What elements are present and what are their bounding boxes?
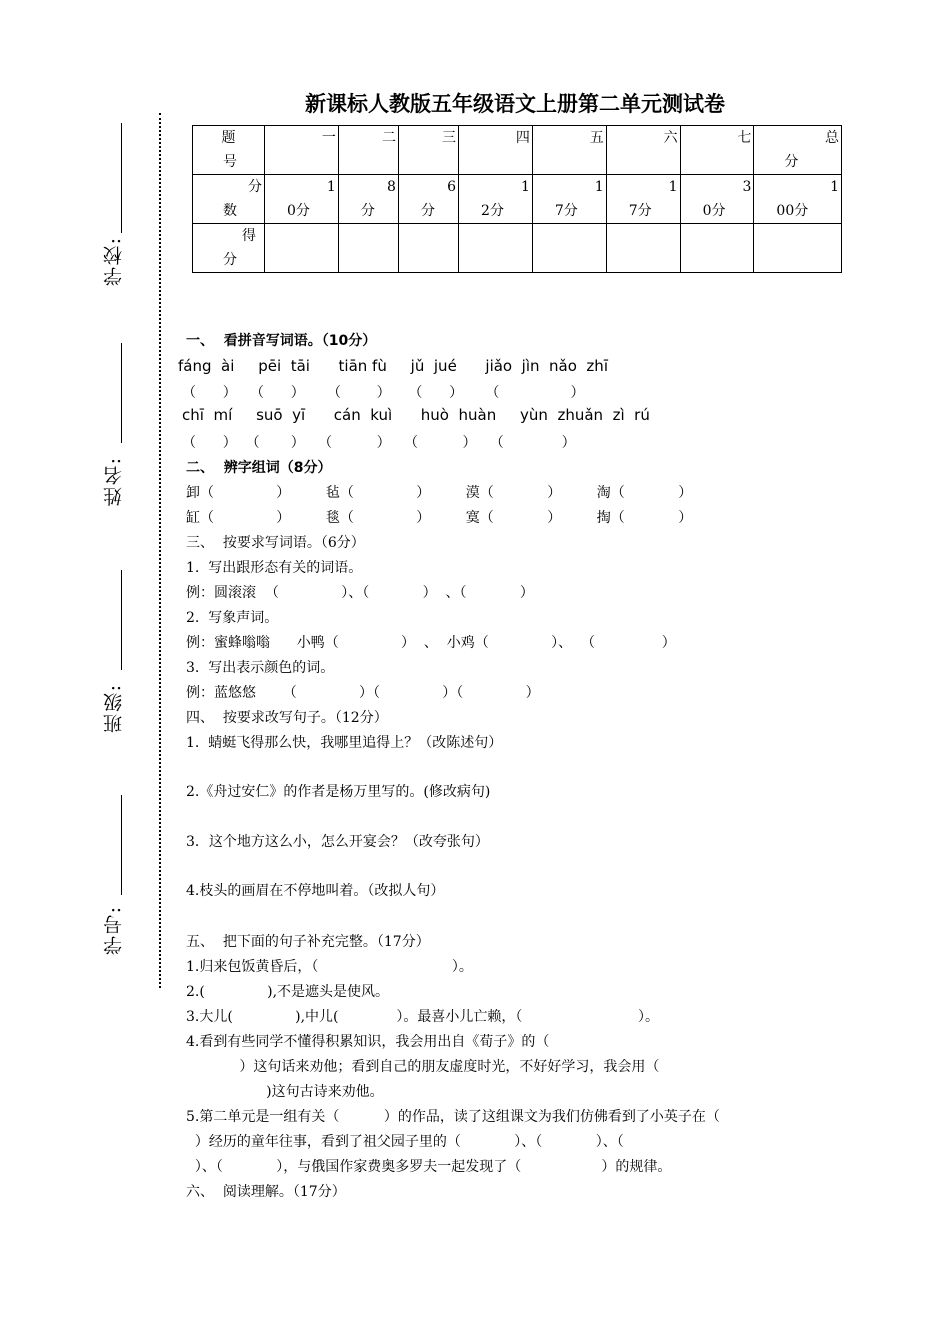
s3-q1: 1. 写出跟形态有关的词语。: [186, 560, 363, 576]
binding-dotted-line: [159, 113, 161, 988]
s3-q2: 2. 写象声词。: [186, 610, 279, 626]
blank-row-1[interactable]: （ ） （ ） （ ） （ ） （ ）: [182, 385, 585, 401]
section4-heading: 四、 按要求改写句子。（12分）: [186, 710, 388, 726]
s4-q4: 4.枝头的画眉在不停地叫着。（改拟人句）: [186, 883, 445, 899]
s5-q4-line1[interactable]: 4.看到有些同学不懂得积累知识，我会用出自《荀子》的（: [186, 1034, 550, 1050]
s5-q4-line2[interactable]: ）这句话来劝他；看到自己的朋友虚度时光，不好好学习，我会用（: [186, 1059, 660, 1075]
section2-heading: 二、 辨字组词（8分）: [186, 460, 332, 476]
score-cell-2[interactable]: [338, 224, 398, 273]
s3-q3: 3. 写出表示颜色的词。: [186, 660, 335, 676]
school-line: [121, 123, 122, 233]
s4-q1: 1. 蜻蜓飞得那么快，我哪里追得上？（改陈述句）: [186, 735, 503, 751]
s3-q1-example[interactable]: 例：圆滚滚 （ ）、（ ） 、（ ）: [186, 585, 534, 601]
s5-q2[interactable]: 2.( ),不是遮头是使风。: [186, 984, 390, 1000]
number-line: [121, 795, 122, 895]
s5-q1[interactable]: 1.归来包饭黄昏后，（ ）。: [186, 959, 473, 975]
score-cell-total[interactable]: [754, 224, 842, 273]
score-cell-3[interactable]: [398, 224, 458, 273]
name-label: 姓名:: [103, 456, 125, 507]
class-line: [121, 570, 122, 670]
section3-heading: 三、 按要求写词语。（6分）: [186, 535, 365, 551]
score-cell-6[interactable]: [606, 224, 680, 273]
score-cell-5[interactable]: [532, 224, 606, 273]
s5-q5-line2[interactable]: ）经历的童年往事，看到了祖父园子里的（ ）、（ ）、（: [186, 1134, 624, 1150]
section1-heading: 一、 看拼音写词语。（10分）: [186, 333, 377, 349]
s5-q4-line3[interactable]: )这句古诗来劝他。: [186, 1084, 384, 1100]
page-title: 新课标人教版五年级语文上册第二单元测试卷: [305, 92, 725, 116]
score-cell-7[interactable]: [680, 224, 754, 273]
section6-heading: 六、 阅读理解。（17分）: [186, 1184, 346, 1200]
name-line: [121, 343, 122, 443]
s5-q3[interactable]: 3.大儿( ),中儿( ）。最喜小儿亡赖，（ ）。: [186, 1009, 660, 1025]
s3-q2-example[interactable]: 例：蜜蜂嗡嗡 小鸭（ ） 、 小鸡（ ）、 （ ）: [186, 635, 676, 651]
score-table: [192, 125, 842, 273]
pinyin-row-1: fáng ài pēi tāi tiān fù jǔ jué jiǎo jìn nǎo zhī: [178, 357, 608, 375]
char-row-1[interactable]: 卸（ ） 毡（ ） 漠（ ） 淘（ ）: [186, 485, 693, 501]
table-row: 题 号 一 二 三 四 五 六 七 总 分: [193, 126, 842, 175]
section5-heading: 五、 把下面的句子补充完整。（17分）: [186, 934, 430, 950]
class-label: 班级:: [103, 683, 125, 734]
score-cell-1[interactable]: [265, 224, 339, 273]
blank-row-2[interactable]: （ ） （ ） （ ） （ ） （ ）: [182, 435, 576, 451]
s4-q3: 3．这个地方这么小，怎么开宴会？（改夸张句）: [186, 834, 489, 850]
number-label: 学号:: [103, 905, 125, 956]
s5-q5-line3[interactable]: ）、（ ），与俄国作家费奥多罗夫一起发现了（ ）的规律。: [186, 1159, 672, 1175]
score-cell-4[interactable]: [459, 224, 533, 273]
s4-q2: 2.《舟过安仁》的作者是杨万里写的。(修改病句): [186, 784, 491, 800]
pinyin-row-2: chī mí suō yī cán kuì huò huàn yùn zhuǎn zì rú: [182, 406, 650, 424]
s3-q3-example[interactable]: 例：蓝悠悠 （ ）（ ）（ ）: [186, 685, 540, 701]
table-row: 分 数 1 0分 8 分 6 分 1 2分 1 7分 1 7分 3 0分 1 00分: [193, 175, 842, 224]
school-label: 学校:: [103, 236, 125, 287]
s5-q5-line1[interactable]: 5.第二单元是一组有关（ ）的作品，读了这组课文为我们仿佛看到了小英子在（: [186, 1109, 720, 1125]
table-row: 得 分: [193, 224, 842, 273]
char-row-2[interactable]: 缸（ ） 毯（ ） 寞（ ） 掏（ ）: [186, 510, 693, 526]
